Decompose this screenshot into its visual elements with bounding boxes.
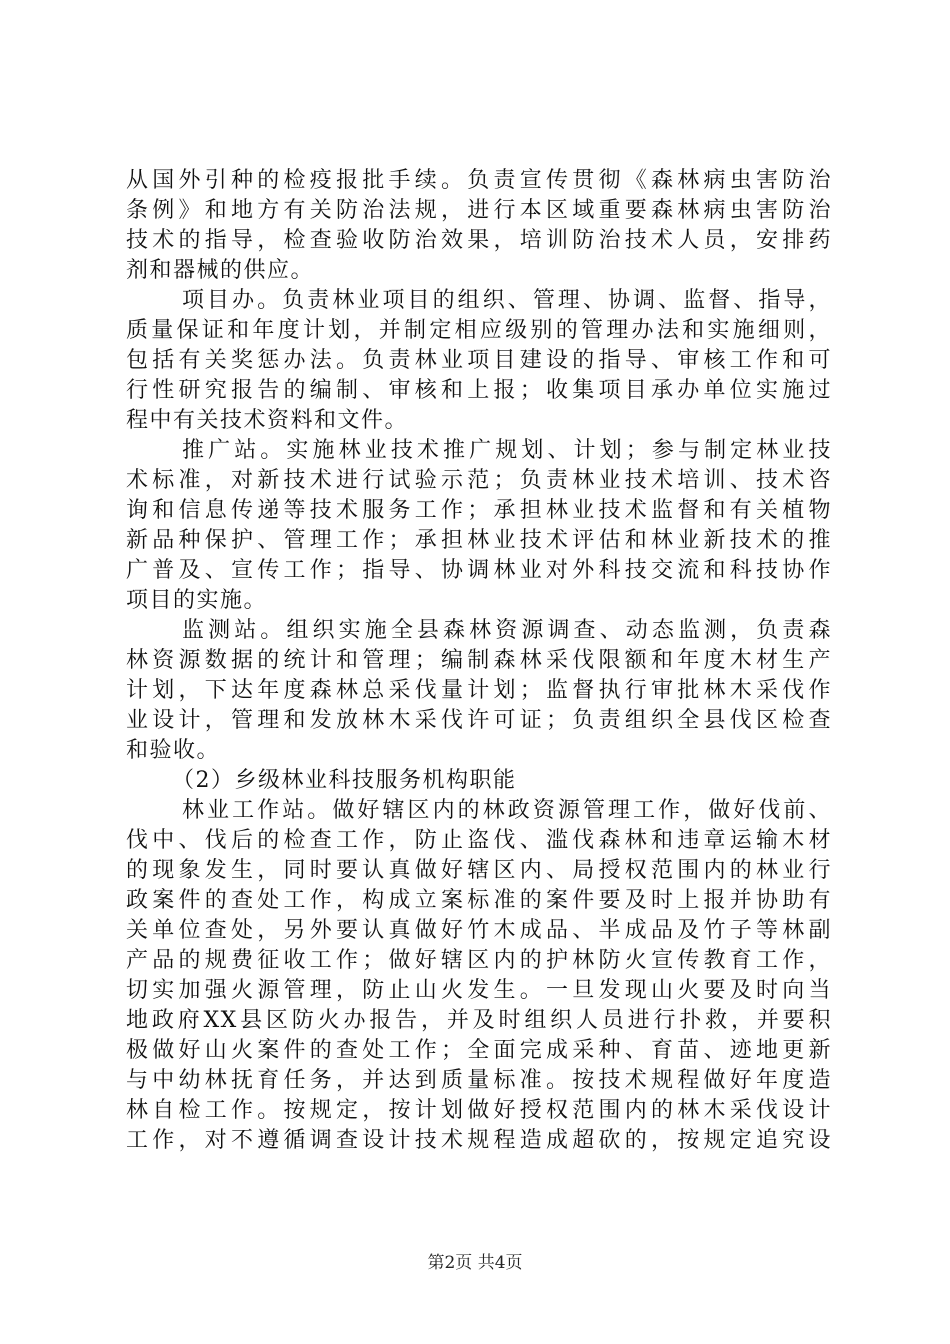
text-line: 行性研究报告的编制、审核和上报；收集项目承办单位实施过 <box>126 378 832 403</box>
text-line: 林自检工作。按规定，按计划做好授权范围内的林木采伐设计 <box>126 1098 832 1123</box>
text-line: 政案件的查处工作，构成立案标准的案件要及时上报并协助有 <box>126 888 832 913</box>
text-line: 伐中、伐后的检查工作，防止盗伐、滥伐森林和违章运输木材 <box>126 828 832 853</box>
paragraph-start: 林业工作站。做好辖区内的林政资源管理工作，做好伐前、 <box>182 798 832 823</box>
text-line: 项目的实施。 <box>126 588 268 613</box>
text-line: 条例》和地方有关防治法规，进行本区域重要森林病虫害防治 <box>126 198 832 223</box>
text-line: 从国外引种的检疫报批手续。负责宣传贯彻《森林病虫害防治 <box>126 168 832 193</box>
paragraph-start: 监测站。组织实施全县森林资源调查、动态监测，负责森 <box>182 618 832 643</box>
text-line: 质量保证和年度计划，并制定相应级别的管理办法和实施细则， <box>126 318 832 343</box>
text-line: 工作，对不遵循调查设计技术规程造成超砍的，按规定追究设 <box>126 1128 832 1153</box>
text-line: 程中有关技术资料和文件。 <box>126 408 409 433</box>
text-line: 计划，下达年度森林总采伐量计划；监督执行审批林木采伐作 <box>126 678 832 703</box>
text-line: 和验收。 <box>126 738 221 763</box>
text-line: 切实加强火源管理，防止山火发生。一旦发现山火要及时向当 <box>126 978 832 1003</box>
text-line: 的现象发生，同时要认真做好辖区内、局授权范围内的林业行 <box>126 858 832 883</box>
text-line: 业设计，管理和发放林木采伐许可证；负责组织全县伐区检查 <box>126 708 832 733</box>
page-number-footer: 第2页 共4页 <box>427 1253 523 1273</box>
text-line: 技术的指导，检查验收防治效果，培训防治技术人员，安排药 <box>126 228 832 253</box>
section-heading: （2）乡级林业科技服务机构职能 <box>172 768 517 793</box>
text-line: 与中幼林抚育任务，并达到质量标准。按技术规程做好年度造 <box>126 1068 832 1093</box>
text-line: 地政府XX县区防火办报告，并及时组织人员进行扑救，并要积 <box>126 1008 832 1033</box>
text-line: 林资源数据的统计和管理；编制森林采伐限额和年度木材生产 <box>126 648 832 673</box>
text-line: 剂和器械的供应。 <box>126 258 315 283</box>
document-body <box>126 166 832 1156</box>
text-line: 关单位查处，另外要认真做好竹木成品、半成品及竹子等林副 <box>126 918 832 943</box>
text-line: 产品的规费征收工作；做好辖区内的护林防火宣传教育工作， <box>126 948 832 973</box>
paragraph-start: 推广站。实施林业技术推广规划、计划；参与制定林业技 <box>182 438 832 463</box>
text-line: 新品种保护、管理工作；承担林业技术评估和林业新技术的推 <box>126 528 832 553</box>
text-line: 广普及、宣传工作；指导、协调林业对外科技交流和科技协作 <box>126 558 832 583</box>
text-line: 极做好山火案件的查处工作；全面完成采种、育苗、迹地更新 <box>126 1038 832 1063</box>
text-line: 术标准，对新技术进行试验示范；负责林业技术培训、技术咨 <box>126 468 832 493</box>
text-line: 包括有关奖惩办法。负责林业项目建设的指导、审核工作和可 <box>126 348 832 373</box>
paragraph-start: 项目办。负责林业项目的组织、管理、协调、监督、指导， <box>182 288 832 313</box>
text-line: 询和信息传递等技术服务工作；承担林业技术监督和有关植物 <box>126 498 832 523</box>
